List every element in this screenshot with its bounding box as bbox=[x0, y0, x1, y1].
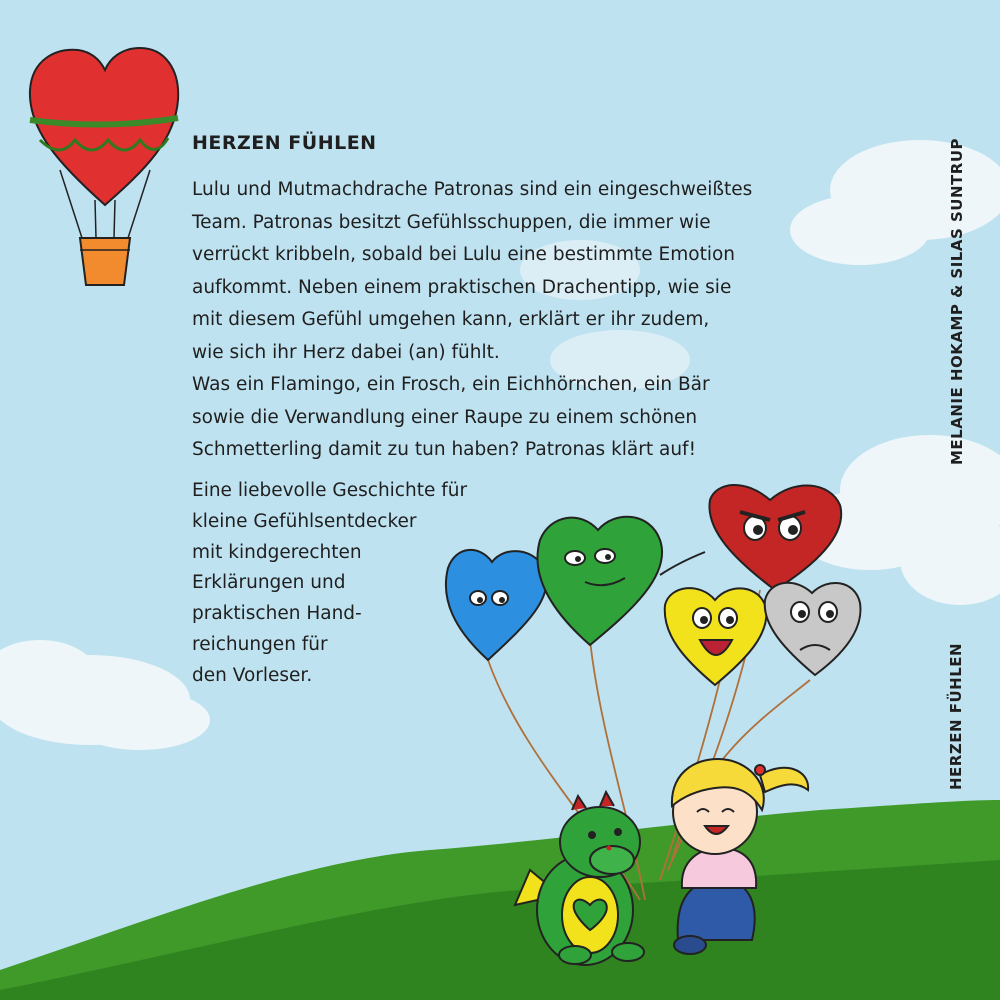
paragraph-question bbox=[192, 369, 792, 467]
text-line: Schmetterling damit zu tun haben? Patronas klärt auf! bbox=[192, 439, 696, 460]
text-line: Was ein Flamingo, ein Frosch, ein Eichhörnchen, ein Bär bbox=[192, 374, 710, 395]
text-line: Team. Patronas besitzt Gefühlsschuppen, die immer wie bbox=[192, 211, 711, 233]
text-line: kleine Gefühlsentdecker bbox=[192, 510, 417, 532]
text-line: mit diesem Gefühl umgehen kann, erklärt er ihr zudem, bbox=[192, 309, 710, 330]
text-line: Erklärungen und bbox=[192, 572, 346, 594]
text-line: mit kindgerechten bbox=[192, 541, 362, 563]
paragraph-summary bbox=[192, 476, 502, 692]
text-line: wie sich ihr Herz dabei (an) fühlt. bbox=[192, 341, 500, 363]
text-line: Eine liebevolle Geschichte für bbox=[192, 480, 468, 501]
text-line: praktischen Hand- bbox=[192, 603, 362, 625]
page-title: HERZEN FÜHLEN bbox=[192, 132, 377, 154]
text-line: sowie die Verwandlung einer Raupe zu einem schönen bbox=[192, 406, 698, 428]
text-line: verrückt kribbeln, sobald bei Lulu eine bestimmte Emotion bbox=[192, 244, 736, 265]
text-line: aufkommt. Neben einem praktischen Drachentipp, wie sie bbox=[192, 276, 732, 298]
text-line: den Vorleser. bbox=[192, 664, 313, 686]
paragraph-intro bbox=[192, 174, 812, 369]
spine-authors: MELANIE HOKAMP & SILAS SUNTRUP bbox=[948, 138, 966, 465]
text-line: Lulu und Mutmachdrache Patronas sind ein eingeschweißtes bbox=[192, 179, 753, 200]
text-line: reichungen für bbox=[192, 633, 328, 655]
spine-title: HERZEN FÜHLEN bbox=[947, 642, 965, 790]
